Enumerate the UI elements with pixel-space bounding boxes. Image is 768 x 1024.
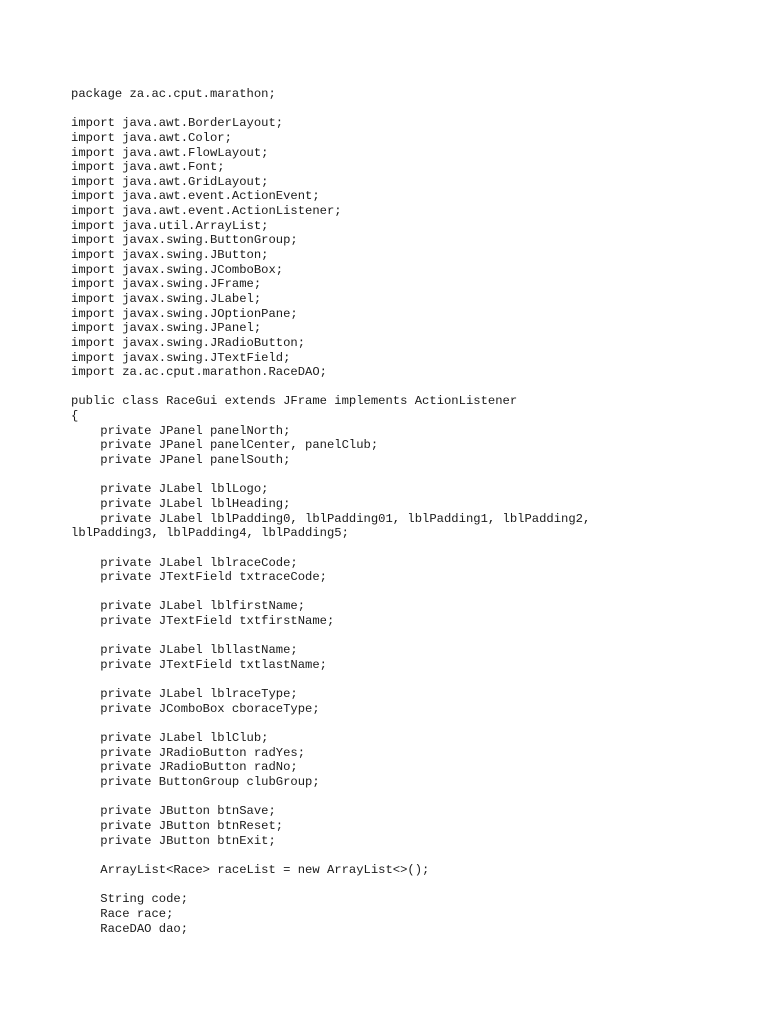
code-line: private JTextField txtraceCode; — [71, 570, 327, 585]
blank-line — [71, 878, 751, 893]
code-line: private ButtonGroup clubGroup; — [71, 775, 320, 790]
code-line: private JTextField txtfirstName; — [71, 614, 335, 629]
code-line: import java.awt.GridLayout; — [71, 174, 269, 189]
code-line: private JPanel panelCenter, panelClub; — [71, 438, 379, 453]
code-line: import javax.swing.JComboBox; — [71, 262, 284, 277]
code-line: import java.awt.event.ActionEvent; — [71, 189, 320, 204]
code-line: import java.awt.event.ActionListener; — [71, 204, 342, 219]
code-line: import javax.swing.JPanel; — [71, 321, 262, 336]
blank-line — [71, 380, 751, 395]
blank-line — [71, 102, 751, 117]
code-line: package za.ac.cput.marathon; — [71, 87, 276, 101]
code-line: { — [71, 409, 79, 424]
code-line: import javax.swing.JTextField; — [71, 350, 291, 365]
code-line: import javax.swing.JOptionPane; — [71, 306, 298, 321]
code-line: private JButton btnExit; — [71, 833, 276, 848]
code-line: Race race; — [71, 906, 174, 921]
blank-line — [71, 790, 751, 805]
code-line: private JLabel lblPadding0, lblPadding01, lblPadding1, lblPadding2, — [71, 511, 591, 526]
code-line: import javax.swing.JRadioButton; — [71, 335, 306, 350]
blank-line — [71, 717, 751, 732]
code-line: private JButton btnSave; — [71, 804, 276, 819]
blank-line — [71, 673, 751, 688]
blank-line — [71, 468, 751, 483]
code-line: public class RaceGui extends JFrame implements ActionListener — [71, 394, 518, 409]
code-line: import java.util.ArrayList; — [71, 218, 269, 233]
code-line: import javax.swing.JLabel; — [71, 291, 262, 306]
code-line: private JLabel lblHeading; — [71, 496, 291, 511]
blank-line — [71, 585, 751, 600]
code-line: private JPanel panelSouth; — [71, 453, 291, 468]
blank-line — [71, 848, 751, 863]
code-line: private JLabel lblraceCode; — [71, 555, 298, 570]
code-line: private JRadioButton radYes; — [71, 745, 306, 760]
code-line: private JLabel lblfirstName; — [71, 599, 306, 614]
code-line: import java.awt.Color; — [71, 130, 232, 145]
blank-line — [71, 629, 751, 644]
code-line: import javax.swing.ButtonGroup; — [71, 233, 298, 248]
code-line: lblPadding3, lblPadding4, lblPadding5; — [71, 526, 349, 541]
code-line: import javax.swing.JButton; — [71, 248, 269, 263]
code-line: import java.awt.BorderLayout; — [71, 116, 284, 131]
blank-line — [71, 541, 751, 556]
code-line: import javax.swing.JFrame; — [71, 277, 262, 292]
code-line: private JLabel lbllastName; — [71, 643, 298, 658]
code-line: private JTextField txtlastName; — [71, 657, 327, 672]
code-line: private JRadioButton radNo; — [71, 760, 298, 775]
code-line: String code; — [71, 892, 189, 907]
code-line: private JButton btnReset; — [71, 819, 284, 834]
code-line: import java.awt.Font; — [71, 160, 225, 175]
code-line: private JComboBox cboraceType; — [71, 701, 320, 716]
code-line: private JLabel lblLogo; — [71, 482, 269, 497]
code-line: private JLabel lblraceType; — [71, 687, 298, 702]
code-line: RaceDAO dao; — [71, 921, 189, 936]
code-line: private JLabel lblClub; — [71, 731, 269, 746]
code-line: ArrayList<Race> raceList = new ArrayList<>(); — [71, 862, 430, 877]
code-line: import za.ac.cput.marathon.RaceDAO; — [71, 365, 327, 380]
code-line: import java.awt.FlowLayout; — [71, 145, 269, 160]
code-line: private JPanel panelNorth; — [71, 423, 291, 438]
code-listing — [71, 87, 751, 936]
